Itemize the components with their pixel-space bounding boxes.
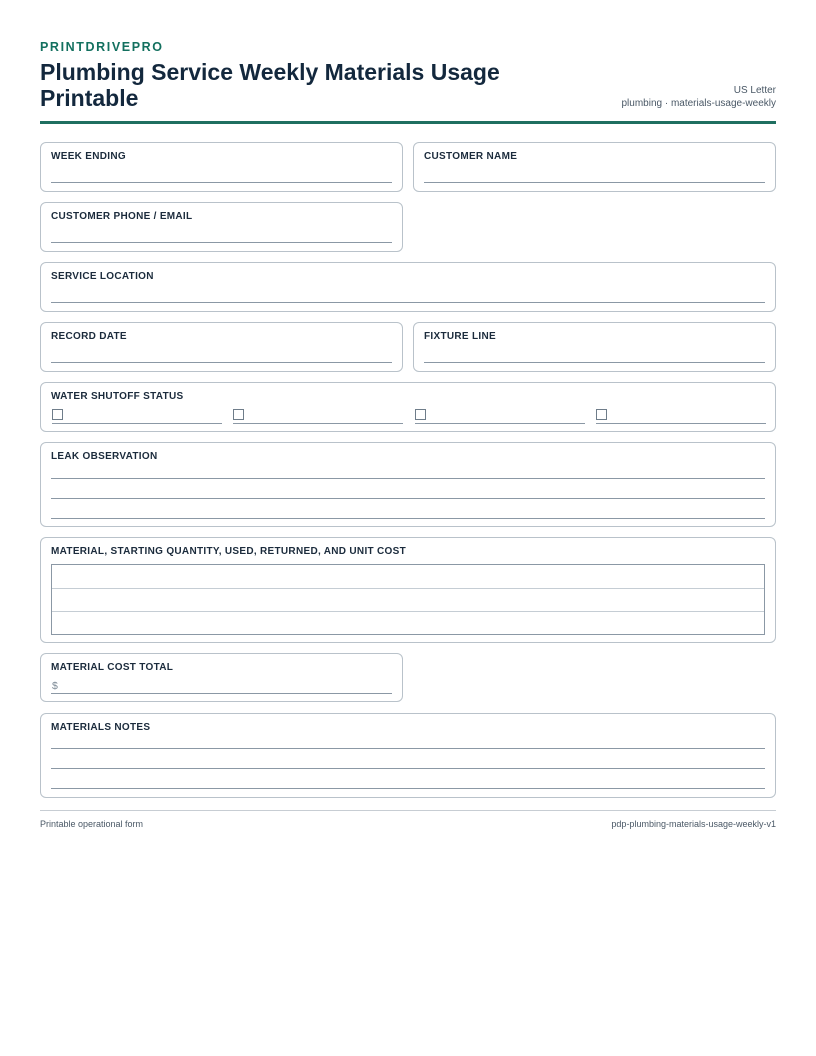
shutoff-option-2-line[interactable] [233,423,403,424]
materials-notes-line-2[interactable] [51,768,765,769]
currency-symbol: $ [52,680,58,692]
form-version-id: pdp-plumbing-materials-usage-weekly-v1 [611,819,776,829]
footer-description: Printable operational form [40,819,144,829]
record-date-input-line[interactable] [51,362,392,363]
material-cost-total-input-line[interactable] [51,693,392,694]
material-cost-total-label: MATERIAL COST TOTAL [51,662,174,673]
fixture-line-field[interactable] [413,322,776,372]
water-shutoff-status-field [40,382,776,432]
material-usage-table[interactable] [51,564,765,635]
shutoff-option-3-line[interactable] [415,423,585,424]
shutoff-checkbox-1[interactable] [52,409,63,420]
service-location-label: SERVICE LOCATION [51,271,154,282]
customer-contact-input-line[interactable] [51,242,392,243]
leak-observation-label: LEAK OBSERVATION [51,451,158,462]
shutoff-checkbox-4[interactable] [596,409,607,420]
form-page [40,40,776,124]
materials-notes-label: MATERIALS NOTES [51,722,151,733]
form-slug: plumbing · materials-usage-weekly [621,98,776,109]
material-cost-total-field[interactable] [40,653,403,702]
material-table-row-divider-2 [52,611,764,612]
shutoff-checkbox-2[interactable] [233,409,244,420]
week-ending-label: WEEK ENDING [51,151,126,162]
leak-observation-line-3[interactable] [51,518,765,519]
shutoff-option-4[interactable] [596,409,766,425]
week-ending-field[interactable] [40,142,403,192]
material-usage-table-section [40,537,776,643]
materials-notes-field[interactable] [40,713,776,798]
material-table-row-divider-1 [52,588,764,589]
water-shutoff-status-label: WATER SHUTOFF STATUS [51,391,184,402]
leak-observation-field[interactable] [40,442,776,527]
service-location-field[interactable] [40,262,776,312]
document-meta [621,84,776,110]
fixture-line-input-line[interactable] [424,362,765,363]
fixture-line-label: FIXTURE LINE [424,331,496,342]
customer-name-input-line[interactable] [424,182,765,183]
shutoff-option-3[interactable] [415,409,585,425]
customer-contact-field[interactable] [40,202,403,252]
form-header [40,40,776,124]
brand-name: PRINTDRIVEPRO [40,40,164,54]
week-ending-input-line[interactable] [51,182,392,183]
shutoff-option-1[interactable] [52,409,222,425]
customer-name-label: CUSTOMER NAME [424,151,518,162]
leak-observation-line-2[interactable] [51,498,765,499]
record-date-field[interactable] [40,322,403,372]
service-location-input-line[interactable] [51,302,765,303]
customer-contact-label: CUSTOMER PHONE / EMAIL [51,211,193,222]
record-date-label: RECORD DATE [51,331,127,342]
form-footer [40,810,776,841]
shutoff-option-1-line[interactable] [52,423,222,424]
materials-notes-line-1[interactable] [51,748,765,749]
leak-observation-line-1[interactable] [51,478,765,479]
material-table-label: MATERIAL, STARTING QUANTITY, USED, RETURNED, AND UNIT COST [51,546,406,557]
materials-notes-line-3[interactable] [51,788,765,789]
paper-size: US Letter [733,85,776,96]
customer-name-field[interactable] [413,142,776,192]
page-title: Plumbing Service Weekly Materials Usage Printable [40,59,500,111]
shutoff-checkbox-3[interactable] [415,409,426,420]
shutoff-option-2[interactable] [233,409,403,425]
shutoff-option-4-line[interactable] [596,423,766,424]
